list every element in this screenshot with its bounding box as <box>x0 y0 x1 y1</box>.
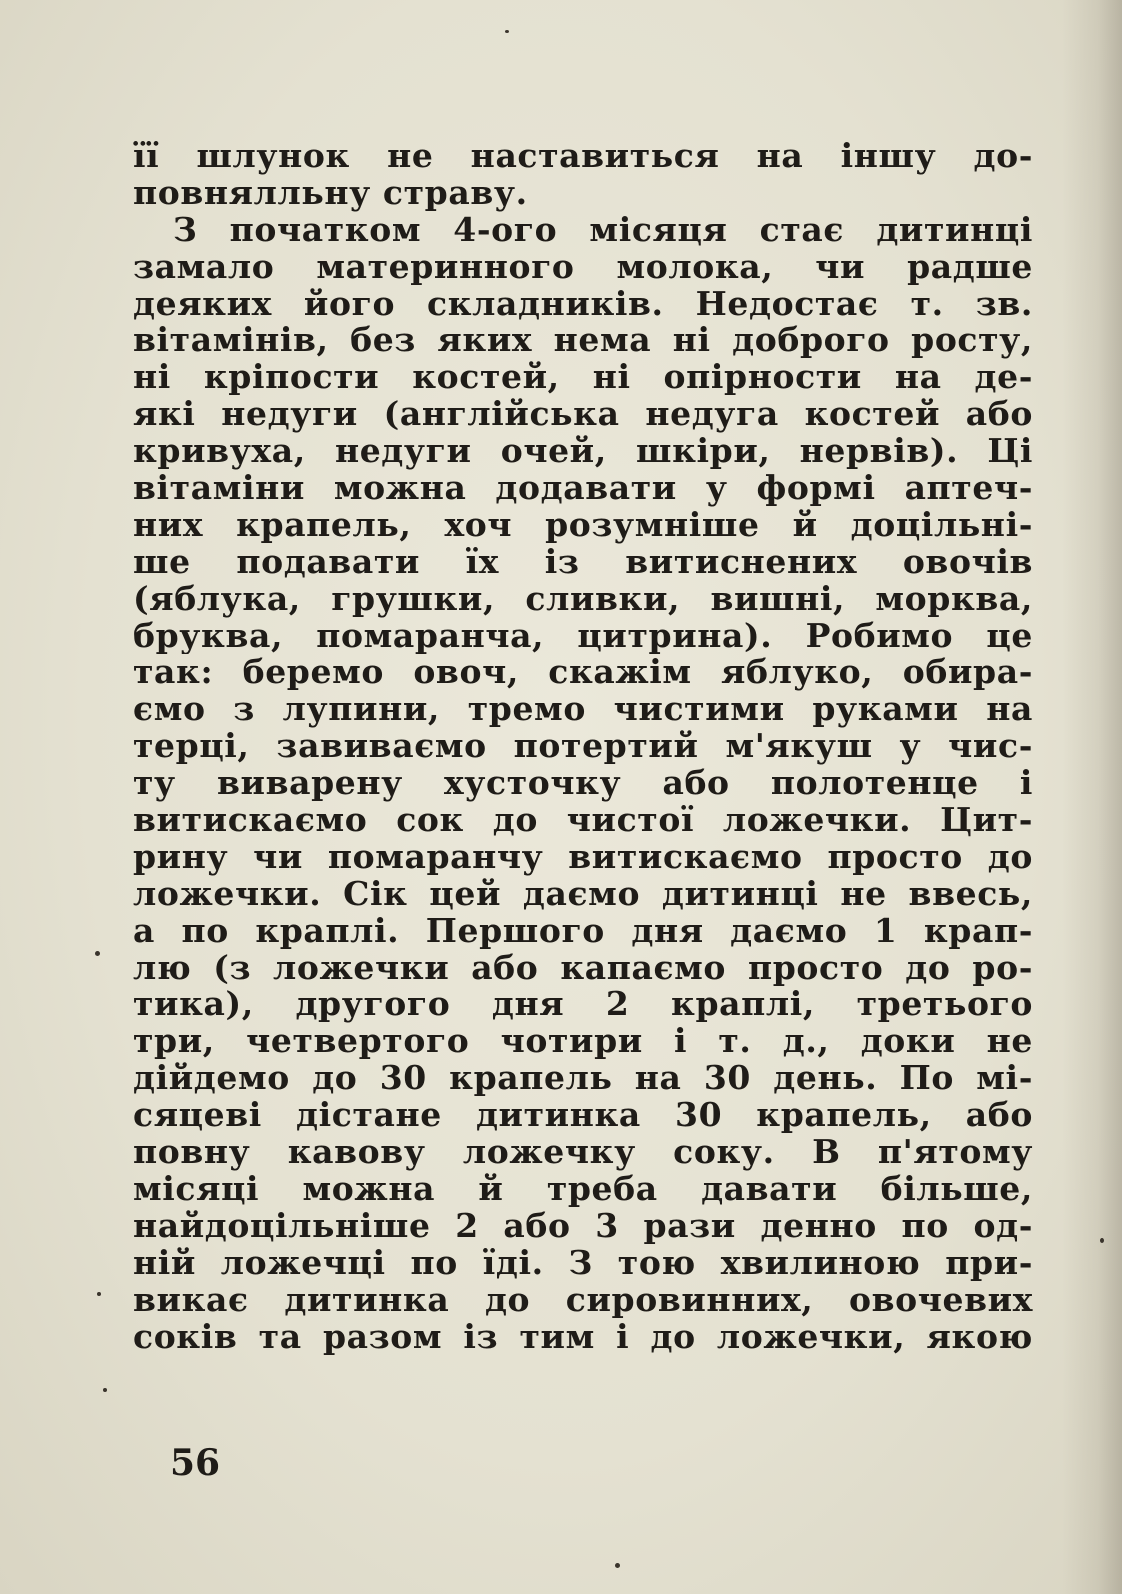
text-line: них крапель, хоч розумніше й доцільні- <box>133 506 1033 544</box>
text-line: ємо з лупини, тремо чистими руками на <box>133 691 1033 729</box>
text-line: лю (з ложечки або капаємо просто до ро- <box>133 949 1033 987</box>
text-line: бруква, помаранча, цитрина). Робимо це <box>133 617 1033 655</box>
text-line: терці, завиваємо потертий м'якуш у чис- <box>133 728 1033 766</box>
text-line: вітамінів, без яких нема ні доброго росту, <box>133 322 1033 360</box>
text-line: ше подавати їх із витиснених овочів <box>133 543 1033 581</box>
text-line: повну кавову ложечку соку. В п'ятому <box>133 1134 1033 1171</box>
text-line: місяці можна й треба давати більше, <box>133 1170 1033 1208</box>
text-line: так: беремо овоч, скажім яблуко, обира- <box>133 654 1033 692</box>
text-line: деяких його складників. Недостає т. зв. <box>133 285 1033 323</box>
paper-speck <box>95 951 100 956</box>
text-line: (яблука, грушки, сливки, вишні, морква, <box>133 580 1033 618</box>
paper-speck <box>97 1292 101 1296</box>
text-line: витискаємо сок до чистої ложечки. Цит- <box>133 802 1033 839</box>
paper-speck <box>505 30 509 33</box>
paper-speck <box>103 1388 107 1392</box>
text-line: ній ложечці по їді. З тою хвилиною при- <box>133 1244 1033 1282</box>
text-line: а по краплі. Першого дня даємо 1 крап- <box>133 912 1033 950</box>
text-line: тика), другого дня 2 краплі, третього <box>133 986 1033 1024</box>
text-line: ложечки. Сік цей даємо дитинці не ввесь, <box>133 875 1033 913</box>
text-line: ту виварену хусточку або полотенце і <box>133 765 1033 803</box>
text-line: рину чи помаранчу витискаємо просто до <box>133 838 1033 876</box>
text-line: замало материнного молока, чи радше <box>133 248 1033 286</box>
page-edge-shadow <box>1062 0 1122 1594</box>
text-line: кривуха, недуги очей, шкіри, нервів). Ці <box>133 433 1033 471</box>
text-line: ні кріпости костей, ні опірности на де- <box>133 359 1033 397</box>
text-line: викає дитинка до сировинних, овочевих <box>133 1281 1033 1319</box>
paper-speck <box>615 1563 620 1568</box>
text-line: які недуги (англійська недуга костей або <box>133 396 1033 434</box>
text-line: З початком 4-ого місяця стає дитинці <box>173 211 1033 249</box>
page-number: 56 <box>170 1442 221 1484</box>
text-line: найдоцільніше 2 або 3 рази денно по од- <box>133 1207 1033 1245</box>
text-line: сяцеві дістане дитинка 30 крапель, або <box>133 1097 1033 1135</box>
text-line: вітаміни можна додавати у формі аптеч- <box>133 470 1033 507</box>
text-line: соків та разом із тим і до ложечки, якою <box>133 1318 1033 1356</box>
paper-speck <box>1100 1238 1104 1243</box>
text-line: три, четвертого чотири і т. д., доки не <box>133 1023 1033 1061</box>
text-line: дійдемо до 30 крапель на 30 день. По мі- <box>133 1060 1033 1098</box>
text-line: її шлунок не наставиться на іншу до- <box>133 138 1033 175</box>
text-line: повнялльну страву. <box>133 174 528 212</box>
body-text <box>133 138 1033 1355</box>
